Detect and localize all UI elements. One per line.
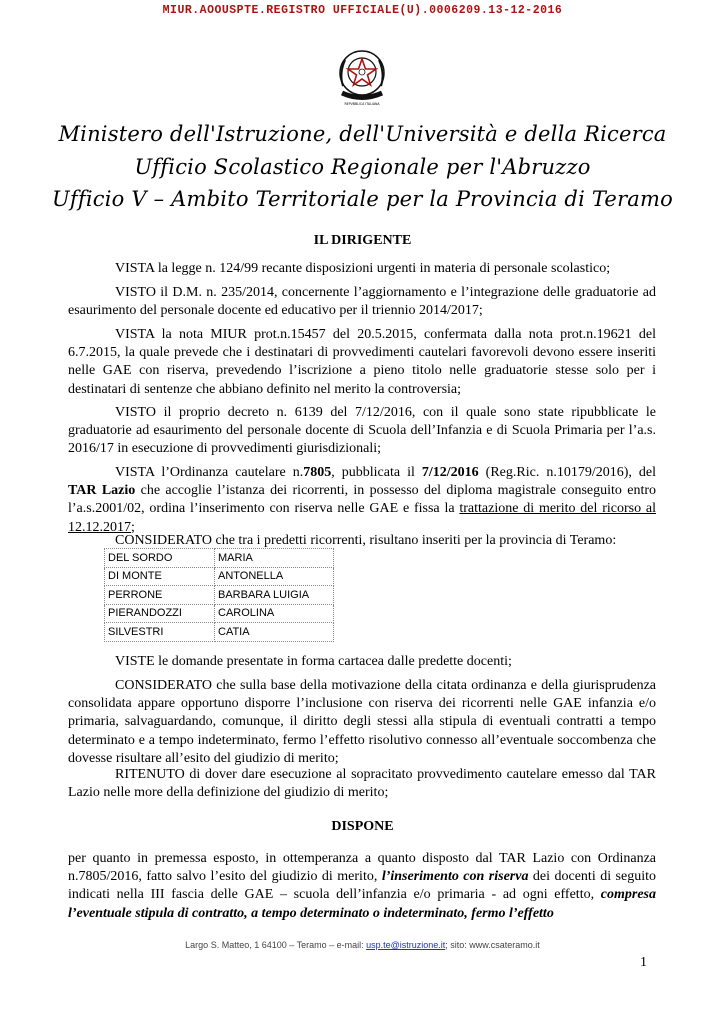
table-row <box>105 549 334 568</box>
surname-cell: DEL SORDO <box>105 549 215 568</box>
table-row <box>105 623 334 642</box>
surname-cell: DI MONTE <box>105 567 215 586</box>
dispone-heading: DISPONE <box>331 819 394 834</box>
paragraph-legge: VISTA la legge n. 124/99 recante disposizioni urgenti in materia di personale scolastico; <box>115 261 611 276</box>
table-row <box>105 604 334 623</box>
paragraph-ritenuto: RITENUTO di dover dare esecuzione al sopracitato provvedimento cautelare emesso dal TAR Lazio nelle more della definizione del giudizio di merito; <box>68 767 656 801</box>
name-cell: MARIA <box>215 549 334 568</box>
surname-cell: SILVESTRI <box>105 623 215 642</box>
document-heading: IL DIRIGENTE <box>313 233 412 248</box>
protocol-stamp: MIUR.AOOUSPTE.REGISTRO UFFICIALE(U).0006209.13-12-2016 <box>162 4 563 17</box>
paragraph-nota-miur: VISTA la nota MIUR prot.n.15457 del 20.5.2015, confermata dalla nota prot.n.19621 del 6.7.2015, la quale prevede che i destinatari di provvedimenti cautelari favorevoli devono essere inseriti nelle GAE con riserva, prevedendo l’iscrizione a pieno titolo nelle graduatorie stesse solo per i destinatari di sentenze che abbiano definito nel merito la controversia; <box>68 327 656 397</box>
page-footer: Largo S. Matteo, 1 64100 – Teramo – e-mail: usp.te@istruzione.it; sito: www.csateramo.it <box>185 940 540 950</box>
name-cell: CAROLINA <box>215 604 334 623</box>
table-row <box>105 586 334 605</box>
paragraph-dm: VISTO il D.M. n. 235/2014, concernente l’aggiornamento e l’integrazione delle graduatorie ad esaurimento del personale docente ed educativo per il triennio 2014/2017; <box>68 285 656 319</box>
paragraph-dispositivo: per quanto in premessa esposto, in ottemperanza a quanto disposto dal TAR Lazio con Ordinanza n.7805/2016, fatto salvo l’esito del giudizio di merito, l’inserimento con riserva dei docenti di seguito indicati nella III fascia delle GAE – scuola dell’infanzia e/o primaria - ad ogni effetto, compresa l’eventuale stipula di contratto, a tempo determinato o indeterminato, fermo l’effetto <box>68 851 656 921</box>
surname-cell: PIERANDOZZI <box>105 604 215 623</box>
ministry-title: Ministero dell'Istruzione, dell'Università e della Ricerca <box>58 122 667 146</box>
italian-republic-emblem <box>335 48 389 108</box>
surname-cell: PERRONE <box>105 586 215 605</box>
paragraph-domande: VISTE le domande presentate in forma cartacea dalle predette docenti; <box>115 654 512 669</box>
paragraph-considerato-ricorrenti: CONSIDERATO che tra i predetti ricorrenti, risultano inseriti per la provincia di Teramo: <box>115 533 617 548</box>
territorial-unit-title: Ufficio V – Ambito Territoriale per la Provincia di Teramo <box>52 187 673 211</box>
regional-office-title: Ufficio Scolastico Regionale per l'Abruzzo <box>134 155 591 179</box>
paragraph-considerato-giurisprudenza: CONSIDERATO che sulla base della motivazione della citata ordinanza e della giurisprudenza consolidata appare opportuno disporre l’inclusione con riserva dei ricorrenti nelle GAE infanzia e/o primaria, salvaguardando, comunque, il diritto degli stessi alla stipula di eventuali contratti a tempo determinato e a tempo indeterminato, fermo l’effetto risolutivo connesso all’eventuale soccombenza che dovesse risultare all’esito del giudizio di merito; <box>68 678 656 766</box>
email-link[interactable]: usp.te@istruzione.it <box>366 940 446 950</box>
table-row <box>105 567 334 586</box>
name-cell: CATIA <box>215 623 334 642</box>
paragraph-ordinanza: VISTA l’Ordinanza cautelare n.7805, pubblicata il 7/12/2016 (Reg.Ric. n.10179/2016), del TAR Lazio che accoglie l’istanza dei ricorrenti, in possesso del diploma magistrale conseguito entro l’a.s.2001/02, ordina l’inserimento con riserva nelle GAE e fissa la trattazione di merito del ricorso al 12.12.2017; <box>68 465 657 535</box>
paragraph-decreto: VISTO il proprio decreto n. 6139 del 7/12/2016, con il quale sono state ripubblicate le graduatorie ad esaurimento del personale docente di Scuola dell’Infanzia e di Scuola Primaria per l’a.s. 2016/17 in esecuzione di provvedimenti giurisdizionali; <box>68 405 656 457</box>
page-number: 1 <box>640 955 647 970</box>
svg-text:REPVBBLICA ITALIANA: REPVBBLICA ITALIANA <box>344 102 380 106</box>
name-cell: BARBARA LUIGIA <box>215 586 334 605</box>
ricorrenti-table <box>104 548 334 642</box>
name-cell: ANTONELLA <box>215 567 334 586</box>
